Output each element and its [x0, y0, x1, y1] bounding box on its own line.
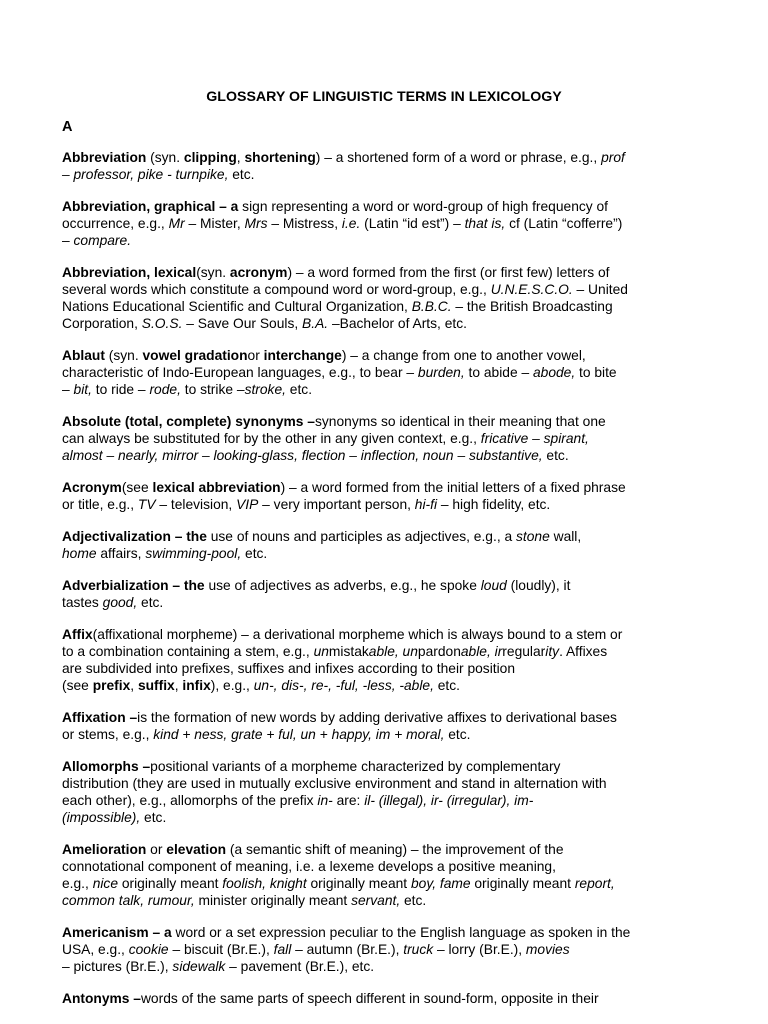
- definition-text: – Mister,: [184, 216, 245, 231]
- example-italic: (impossible),: [62, 810, 141, 825]
- term-bold: lexical abbreviation: [152, 480, 281, 495]
- definition-text: etc.: [241, 546, 268, 561]
- definition-text: etc.: [228, 167, 255, 182]
- entry-line: [62, 841, 714, 858]
- entry-line: [62, 660, 714, 677]
- example-italic: burden,: [417, 365, 465, 380]
- definition-text: etc.: [137, 595, 164, 610]
- entry-line: [62, 758, 714, 775]
- definition-text: (syn.: [146, 150, 184, 165]
- definition-text: – pictures (Br.E.),: [62, 959, 173, 974]
- section-letter: A: [62, 119, 73, 135]
- term-bold: vowel gradation: [142, 348, 248, 363]
- entry-line: [62, 264, 714, 281]
- definition-text: use of adjectives as adverbs, e.g., he spoke: [204, 578, 481, 593]
- entry-line: [62, 858, 714, 875]
- term-bold: shortening: [244, 150, 316, 165]
- entry-line: [62, 298, 714, 315]
- entry-line: [62, 809, 714, 826]
- definition-text: (affixational morpheme) – a derivational morpheme which is always bound to a stem or: [92, 627, 623, 642]
- example-italic: that is,: [464, 216, 506, 231]
- entry-line: [62, 892, 714, 909]
- definition-text: wall,: [549, 529, 582, 544]
- definition-text: – lorry (Br.E.),: [433, 942, 526, 957]
- definition-text: characteristic of Indo-European languages, e.g., to bear –: [62, 365, 418, 380]
- example-italic: S.O.S.: [141, 316, 183, 331]
- definition-text: affairs,: [96, 546, 146, 561]
- entry-line: [62, 626, 714, 643]
- example-italic: U.N.E.S.C.O.: [490, 282, 573, 297]
- definition-text: are subdivided into prefixes, suffixes and infixes according to their position: [62, 661, 516, 676]
- entry-line: [62, 577, 714, 594]
- glossary-entry-absolute-synonyms: [62, 413, 714, 464]
- definition-text: e.g.,: [62, 876, 93, 891]
- example-italic: un-, dis-, re-, -ful, -less, -able,: [253, 678, 434, 693]
- glossary-entry-abbreviation-graphical: [62, 198, 714, 249]
- definition-text: to abide –: [464, 365, 533, 380]
- definition-text: (Latin “id est”) –: [360, 216, 465, 231]
- glossary-entry-affix: [62, 626, 714, 694]
- entry-line: [62, 875, 714, 892]
- entry-line: [62, 958, 714, 975]
- definition-text: occurrence, e.g.,: [62, 216, 169, 231]
- example-italic: home: [62, 546, 97, 561]
- term-bold: Adverbialization – the: [62, 578, 205, 593]
- definition-text: or: [247, 348, 264, 363]
- glossary-entries: [62, 149, 714, 1022]
- entry-line: [62, 545, 714, 562]
- example-italic: Mr: [168, 216, 185, 231]
- definition-text: (loudly), it: [506, 578, 571, 593]
- definition-text: minister originally meant: [194, 893, 352, 908]
- example-italic: almost – nearly, mirror – looking-glass, flection – inflection, noun – substantive,: [62, 448, 543, 463]
- term-bold: Adjectivalization – the: [62, 529, 207, 544]
- definition-text: or stems, e.g.,: [62, 727, 154, 742]
- definition-text: ) – a word formed from the initial letters of a fixed phrase: [280, 480, 626, 495]
- example-italic: in-: [317, 793, 333, 808]
- definition-text: are:: [332, 793, 365, 808]
- definition-text: Nations Educational Scientific and Cultural Organization,: [62, 299, 412, 314]
- definition-text: each other), e.g., allomorphs of the prefix: [62, 793, 318, 808]
- glossary-entry-amelioration: [62, 841, 714, 909]
- definition-text: ,: [130, 678, 138, 693]
- entry-line: [62, 941, 714, 958]
- entry-line: [62, 990, 714, 1007]
- example-italic: fricative – spirant,: [480, 431, 589, 446]
- definition-text: etc.: [285, 382, 313, 397]
- entry-line: [62, 315, 714, 332]
- term-bold: Acronym: [62, 480, 122, 495]
- example-italic: TV: [137, 497, 156, 512]
- definition-text: ) – a shortened form of a word or phrase, e.g.,: [315, 150, 602, 165]
- term-bold: interchange: [263, 348, 342, 363]
- term-bold: Affixation –: [62, 710, 138, 725]
- example-italic: common talk, rumour,: [62, 893, 195, 908]
- example-italic: truck: [403, 942, 434, 957]
- definition-text: (see: [62, 678, 93, 693]
- definition-text: –: [62, 382, 74, 397]
- term-bold: Absolute (total, complete) synonyms –: [62, 414, 315, 429]
- example-italic: stone: [516, 529, 550, 544]
- example-italic: abode,: [532, 365, 576, 380]
- definition-text: (see: [121, 480, 153, 495]
- definition-text: . Affixes: [559, 644, 608, 659]
- entry-line: [62, 924, 714, 941]
- term-bold: Abbreviation, lexical: [62, 265, 197, 280]
- glossary-entry-abbreviation: [62, 149, 714, 183]
- definition-text: ,: [174, 678, 183, 693]
- term-bold: Abbreviation: [62, 150, 147, 165]
- definition-text: distribution (they are used in mutually exclusive environment and stand in alternation with: [62, 776, 607, 791]
- glossary-entry-affixation: [62, 709, 714, 743]
- definition-text: to strike –: [180, 382, 245, 397]
- glossary-entry-antonyms: [62, 990, 714, 1007]
- definition-text: Corporation,: [62, 316, 142, 331]
- entry-line: [62, 232, 714, 249]
- definition-text: positional variants of a morpheme characterized by complementary: [150, 759, 561, 774]
- definition-text: – biscuit (Br.E.),: [168, 942, 274, 957]
- definition-text: ), e.g.,: [210, 678, 254, 693]
- definition-text: etc.: [542, 448, 569, 463]
- example-italic: – professor, pike - turnpike,: [62, 167, 229, 182]
- example-italic: prof: [601, 150, 625, 165]
- example-italic: boy, fame: [410, 876, 471, 891]
- definition-text: –: [62, 233, 74, 248]
- example-italic: un: [313, 644, 329, 659]
- term-bold: infix: [182, 678, 211, 693]
- definition-text: (a semantic shift of meaning) – the improvement of the: [226, 842, 564, 857]
- definition-text: several words which constitute a compound word or word-group, e.g.,: [62, 282, 491, 297]
- entry-line: [62, 726, 714, 743]
- entry-line: [62, 347, 714, 364]
- page-title: GLOSSARY OF LINGUISTIC TERMS IN LEXICOLOGY: [206, 89, 562, 105]
- entry-line: [62, 430, 714, 447]
- definition-text: etc.: [433, 678, 460, 693]
- entry-line: [62, 775, 714, 792]
- example-italic: ity: [545, 644, 560, 659]
- definition-text: ) – a word formed from the first (or first few) letters of: [287, 265, 610, 280]
- example-italic: bit,: [73, 382, 92, 397]
- entry-line: [62, 677, 714, 694]
- example-italic: able, un: [368, 644, 418, 659]
- entry-line: [62, 215, 714, 232]
- definition-text: –Bachelor of Arts, etc.: [328, 316, 467, 331]
- definition-text: etc.: [400, 893, 427, 908]
- glossary-entry-abbreviation-lexical: [62, 264, 714, 332]
- entry-line: [62, 709, 714, 726]
- example-italic: good,: [102, 595, 138, 610]
- definition-text: ) – a change from one to another vowel,: [341, 348, 586, 363]
- definition-text: use of nouns and participles as adjectives, e.g., a: [206, 529, 516, 544]
- glossary-entry-americanism: [62, 924, 714, 975]
- example-italic: fall: [273, 942, 292, 957]
- glossary-entry-acronym: [62, 479, 714, 513]
- definition-text: – pavement (Br.E.), etc.: [225, 959, 375, 974]
- definition-text: originally meant: [470, 876, 575, 891]
- term-bold: acronym: [229, 265, 288, 280]
- definition-text: pardon: [417, 644, 461, 659]
- example-italic: stroke,: [244, 382, 286, 397]
- definition-text: is the formation of new words by adding derivative affixes to derivational bases: [137, 710, 617, 725]
- definition-text: synonyms so identical in their meaning that one: [315, 414, 606, 429]
- definition-text: connotational component of meaning, i.e. a lexeme develops a positive meaning,: [62, 859, 556, 874]
- term-bold: Americanism – a: [62, 925, 172, 940]
- term-bold: Ablaut: [62, 348, 105, 363]
- entry-line: [62, 447, 714, 464]
- entry-line: [62, 792, 714, 809]
- glossary-entry-allomorphs: [62, 758, 714, 826]
- example-italic: cookie: [128, 942, 169, 957]
- example-italic: foolish, knight: [222, 876, 307, 891]
- example-italic: able, ir: [460, 644, 503, 659]
- example-italic: B.B.C.: [411, 299, 452, 314]
- term-bold: elevation: [166, 842, 227, 857]
- term-bold: prefix: [92, 678, 131, 693]
- example-italic: B.A.: [302, 316, 329, 331]
- glossary-entry-adverbialization: [62, 577, 714, 611]
- term-bold: clipping: [183, 150, 237, 165]
- definition-text: – Mistress,: [267, 216, 342, 231]
- definition-text: sign representing a word or word-group of high frequency of: [238, 199, 609, 214]
- definition-text: ,: [236, 150, 245, 165]
- definition-text: cf (Latin “cofferre”): [505, 216, 623, 231]
- definition-text: to bite: [575, 365, 617, 380]
- example-italic: swimming-pool,: [145, 546, 242, 561]
- definition-text: to a combination containing a stem, e.g.,: [62, 644, 314, 659]
- definition-text: mistak: [328, 644, 369, 659]
- definition-text: word or a set expression peculiar to the English language as spoken in the: [171, 925, 631, 940]
- definition-text: (syn.: [104, 348, 143, 363]
- definition-text: can always be substituted for by the other in any given context, e.g.,: [62, 431, 481, 446]
- example-italic: rode,: [149, 382, 181, 397]
- term-bold: Antonyms –: [62, 991, 141, 1006]
- definition-text: – high fidelity, etc.: [437, 497, 551, 512]
- definition-text: originally meant: [118, 876, 223, 891]
- entry-line: [62, 281, 714, 298]
- entry-line: [62, 496, 714, 513]
- definition-text: – television,: [155, 497, 237, 512]
- example-italic: il- (illegal), ir- (irregular), im-: [364, 793, 534, 808]
- entry-line: [62, 166, 714, 183]
- term-bold: Abbreviation, graphical – a: [62, 199, 239, 214]
- example-italic: VIP: [236, 497, 259, 512]
- entry-line: [62, 149, 714, 166]
- term-bold: Allomorphs –: [62, 759, 151, 774]
- definition-text: originally meant: [306, 876, 411, 891]
- definition-text: or: [146, 842, 167, 857]
- definition-text: words of the same parts of speech different in sound-form, opposite in their: [140, 991, 599, 1006]
- example-italic: movies: [525, 942, 570, 957]
- example-italic: nice: [92, 876, 118, 891]
- definition-text: – United: [572, 282, 628, 297]
- example-italic: kind + ness, grate + ful, un + happy, im + moral,: [153, 727, 445, 742]
- definition-text: tastes: [62, 595, 103, 610]
- definition-text: – Save Our Souls,: [182, 316, 303, 331]
- entry-line: [62, 198, 714, 215]
- glossary-entry-adjectivalization: [62, 528, 714, 562]
- entry-line: [62, 643, 714, 660]
- entry-line: [62, 594, 714, 611]
- example-italic: loud: [480, 578, 507, 593]
- definition-text: regular: [502, 644, 546, 659]
- example-italic: sidewalk: [172, 959, 226, 974]
- definition-text: – autumn (Br.E.),: [291, 942, 404, 957]
- example-italic: i.e.: [341, 216, 361, 231]
- entry-line: [62, 528, 714, 545]
- term-bold: suffix: [137, 678, 175, 693]
- example-italic: Mrs: [244, 216, 268, 231]
- entry-line: [62, 381, 714, 398]
- term-bold: Amelioration: [62, 842, 147, 857]
- entry-line: [62, 413, 714, 430]
- term-bold: Affix: [62, 627, 93, 642]
- definition-text: etc.: [140, 810, 167, 825]
- definition-text: or title, e.g.,: [62, 497, 138, 512]
- entry-line: [62, 479, 714, 496]
- definition-text: (syn.: [196, 265, 230, 280]
- definition-text: to ride –: [91, 382, 150, 397]
- entry-line: [62, 364, 714, 381]
- glossary-entry-ablaut: [62, 347, 714, 398]
- example-italic: hi-fi: [414, 497, 438, 512]
- example-italic: servant,: [351, 893, 401, 908]
- definition-text: etc.: [444, 727, 471, 742]
- example-italic: compare.: [73, 233, 132, 248]
- definition-text: – very important person,: [258, 497, 415, 512]
- definition-text: – the British Broadcasting: [451, 299, 613, 314]
- definition-text: USA, e.g.,: [62, 942, 129, 957]
- example-italic: report,: [574, 876, 615, 891]
